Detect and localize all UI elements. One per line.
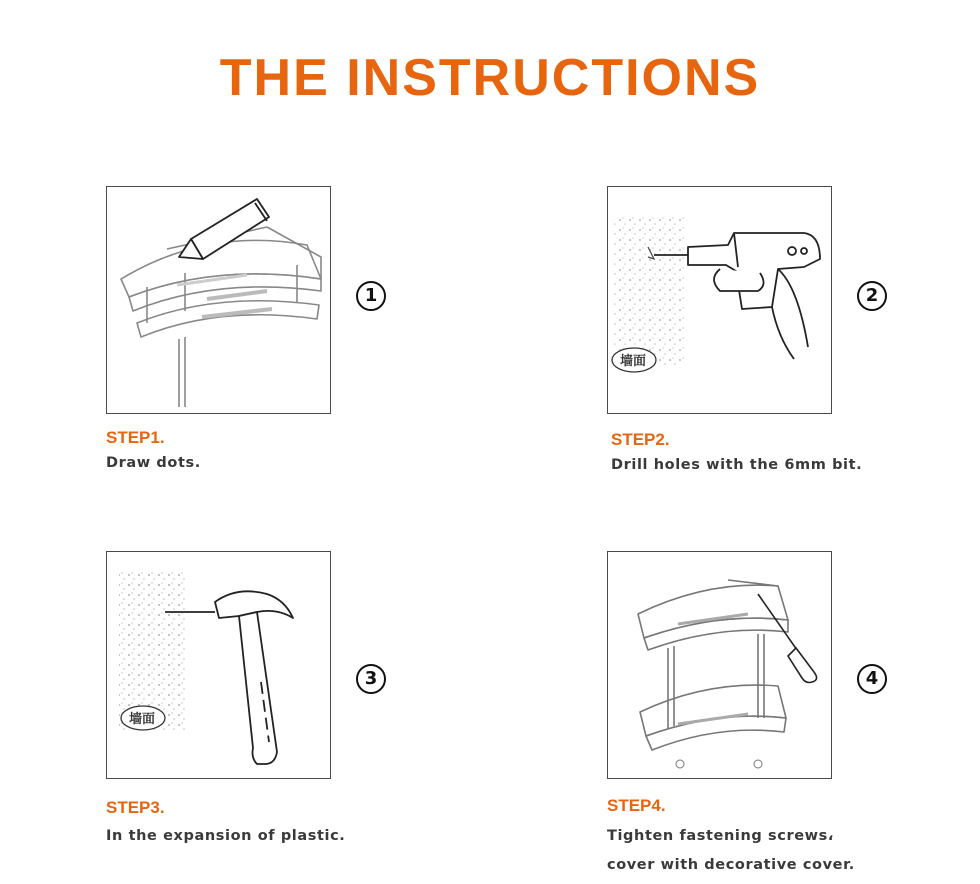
step4-text-line2: cover with decorative cover.	[607, 857, 855, 873]
step4-illustration	[607, 551, 832, 779]
drill-wall-drawing	[608, 187, 830, 412]
wall-tag-3: 墙面	[129, 712, 156, 727]
hammer-wall-drawing	[107, 552, 329, 777]
step1-text: Draw dots.	[106, 455, 201, 471]
pencil-shelf-drawing	[107, 187, 329, 412]
step3-label: STEP3.	[106, 798, 165, 817]
step3-illustration	[106, 551, 331, 779]
step4-text-line1: Tighten fastening screws،	[607, 828, 834, 844]
step2-illustration	[607, 186, 832, 414]
step1-label: STEP1.	[106, 428, 165, 447]
page-title: THE INSTRUCTIONS	[219, 49, 761, 107]
step3-text: In the expansion of plastic.	[106, 828, 346, 844]
step4-number-badge: 4	[857, 664, 887, 694]
step2-label: STEP2.	[611, 430, 670, 449]
step1-number-badge: 1	[356, 281, 386, 311]
step2-text: Drill holes with the 6mm bit.	[611, 457, 863, 473]
wall-tag-2: 墙面	[620, 354, 647, 369]
step4-label: STEP4.	[607, 796, 666, 815]
screwdriver-shelf-drawing	[608, 552, 830, 777]
step3-number-badge: 3	[356, 664, 386, 694]
step1-illustration	[106, 186, 331, 414]
step2-number-badge: 2	[857, 281, 887, 311]
